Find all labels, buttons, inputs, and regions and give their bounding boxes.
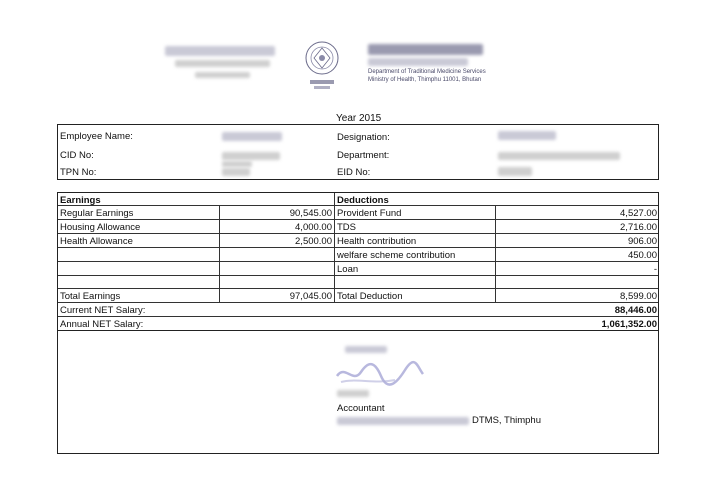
deduction-amount: - (653, 264, 657, 275)
row-line (58, 275, 658, 276)
cid-redacted-2 (222, 161, 252, 167)
earning-label: Health Allowance (60, 236, 133, 247)
department-label: Department: (337, 150, 390, 161)
signature-stamp-redacted (345, 346, 387, 353)
row-line (58, 247, 658, 248)
earning-amount: 2,500.00 (295, 236, 332, 247)
deduction-amount: 2,716.00 (620, 222, 657, 233)
current-net-amount: 88,446.00 (614, 305, 657, 316)
designation-label: Designation: (337, 132, 390, 143)
earning-label: Housing Allowance (60, 222, 141, 233)
deduction-amount: 450.00 (627, 250, 657, 261)
signatory-title: Accountant (337, 403, 385, 414)
header-left-subtext2-redacted (195, 72, 250, 78)
deduction-label: Loan (337, 264, 359, 275)
deduction-label: TDS (337, 222, 356, 233)
header-left-text-redacted (165, 46, 275, 56)
eid-redacted (498, 167, 532, 176)
cid-label: CID No: (60, 150, 94, 161)
signatory-office: DTMS, Thimphu (472, 415, 541, 426)
header-right-sub-redacted (368, 58, 468, 66)
earning-amount: 4,000.00 (295, 222, 332, 233)
table-col-divider-2 (334, 193, 335, 303)
government-seal-icon (302, 36, 342, 90)
ministry-line: Ministry of Health, Thimphu 11001, Bhutan (368, 77, 482, 83)
earning-amount: 90,545.00 (289, 208, 332, 219)
header-right-title-redacted (368, 44, 483, 55)
total-earnings-amount: 97,045.00 (289, 291, 332, 302)
total-earnings-label: Total Earnings (60, 291, 121, 302)
row-line (58, 316, 658, 317)
total-deduction-label: Total Deduction (337, 291, 403, 302)
year-label: Year 2015 (336, 113, 382, 124)
signature-image (335, 358, 425, 388)
signatory-office-redacted (337, 417, 469, 425)
row-line (58, 261, 658, 262)
deduction-label: welfare scheme contribution (337, 250, 456, 261)
department-line: Department of Traditional Medicine Services (368, 69, 486, 75)
tpn-label: TPN No: (60, 167, 97, 178)
deduction-label: Health contribution (337, 236, 417, 247)
tpn-redacted (222, 168, 250, 176)
row-line (58, 288, 658, 289)
row-line (58, 302, 658, 303)
row-line (58, 219, 658, 220)
row-line (58, 233, 658, 234)
deduction-label: Provident Fund (337, 208, 402, 219)
department-redacted (498, 152, 620, 160)
annual-net-label: Annual NET Salary: (60, 319, 144, 330)
deduction-amount: 906.00 (627, 236, 657, 247)
designation-redacted (498, 131, 556, 140)
earning-label: Regular Earnings (60, 208, 134, 219)
earnings-header: Earnings (60, 195, 101, 206)
header-left-subtext-redacted (175, 60, 270, 67)
employee-name-redacted (222, 132, 282, 141)
annual-net-amount: 1,061,352.00 (601, 319, 657, 330)
total-deduction-amount: 8,599.00 (620, 291, 657, 302)
deduction-amount: 4,527.00 (620, 208, 657, 219)
cid-redacted (222, 152, 280, 160)
eid-label: EID No: (337, 167, 371, 178)
employee-name-label: Employee Name: (60, 131, 133, 142)
deductions-header: Deductions (337, 195, 389, 206)
signatory-name-redacted (337, 390, 369, 397)
current-net-label: Current NET Salary: (60, 305, 146, 316)
